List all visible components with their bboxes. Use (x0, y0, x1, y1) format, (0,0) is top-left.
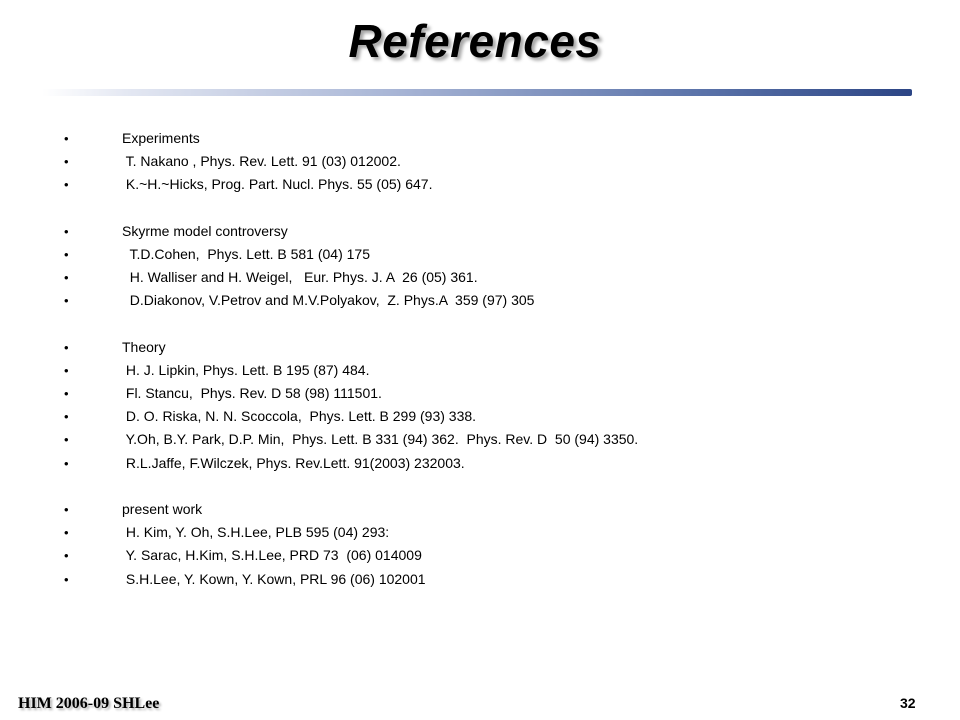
list-item (0, 220, 960, 243)
list-item-text: H. Walliser and H. Weigel, Eur. Phys. J. A 26 (05) 361. (122, 269, 478, 286)
bullet-icon: • (64, 177, 69, 193)
bullet-icon: • (64, 270, 69, 286)
list-item (0, 127, 960, 150)
list-item-text: S.H.Lee, Y. Kown, Y. Kown, PRL 96 (06) 102001 (122, 570, 426, 587)
slide-title: References (348, 15, 602, 67)
list-item-text: H. J. Lipkin, Phys. Lett. B 195 (87) 484. (122, 361, 370, 378)
page-number: 32 (900, 695, 916, 711)
bullet-icon: • (64, 432, 69, 448)
list-item (0, 452, 960, 475)
footer-author-label: HIM 2006-09 SHLee (18, 695, 160, 712)
list-item (0, 150, 960, 173)
list-item-text: Y. Sarac, H.Kim, S.H.Lee, PRD 73 (06) 014009 (122, 547, 422, 564)
bullet-icon: • (64, 246, 69, 262)
list-item-text: Theory (122, 338, 166, 355)
bullet-icon: • (64, 525, 69, 541)
bullet-icon: • (64, 339, 69, 355)
list-item-text: Skyrme model controversy (122, 222, 288, 239)
reference-list (0, 127, 960, 591)
list-item-text: R.L.Jaffe, F.Wilczek, Phys. Rev.Lett. 91(2003) 232003. (122, 454, 465, 471)
list-item-text: K.~H.~Hicks, Prog. Part. Nucl. Phys. 55 (05) 647. (122, 176, 433, 193)
list-item (0, 173, 960, 196)
bullet-icon: • (64, 223, 69, 239)
bullet-icon: • (64, 455, 69, 471)
bullet-icon: • (64, 362, 69, 378)
list-item (0, 428, 960, 451)
list-item-text: Experiments (122, 130, 200, 146)
list-item (0, 568, 960, 591)
list-item (0, 521, 960, 544)
list-item (0, 266, 960, 289)
list-item-text: D.Diakonov, V.Petrov and M.V.Polyakov, Z. Phys.A 359 (97) 305 (122, 292, 535, 309)
list-item (0, 359, 960, 382)
bullet-icon: • (64, 131, 69, 146)
list-item-text: present work (122, 501, 203, 517)
list-item (0, 498, 960, 521)
bullet-icon: • (64, 293, 69, 309)
list-item-text: D. O. Riska, N. N. Scoccola, Phys. Lett. B 299 (93) 338. (122, 408, 477, 425)
list-item (0, 243, 960, 266)
list-item-text: T. Nakano , Phys. Rev. Lett. 91 (03) 012002. (122, 153, 401, 170)
list-item (0, 382, 960, 405)
list-item (0, 405, 960, 428)
bullet-icon: • (64, 571, 69, 587)
bullet-icon: • (64, 409, 69, 425)
bullet-icon: • (64, 154, 69, 170)
list-item-text: Fl. Stancu, Phys. Rev. D 58 (98) 111501. (122, 385, 382, 402)
bullet-icon: • (64, 502, 69, 517)
list-item (0, 289, 960, 312)
list-item (0, 544, 960, 567)
bullet-icon: • (64, 548, 69, 564)
list-item-text: T.D.Cohen, Phys. Lett. B 581 (04) 175 (122, 245, 370, 262)
list-item (0, 336, 960, 359)
title-underline-divider (42, 89, 912, 96)
list-item-text: H. Kim, Y. Oh, S.H.Lee, PLB 595 (04) 293: (122, 524, 390, 541)
list-item-text: Y.Oh, B.Y. Park, D.P. Min, Phys. Lett. B 331 (94) 362. Phys. Rev. D 50 (94) 3350. (122, 431, 639, 448)
bullet-icon: • (64, 386, 69, 402)
